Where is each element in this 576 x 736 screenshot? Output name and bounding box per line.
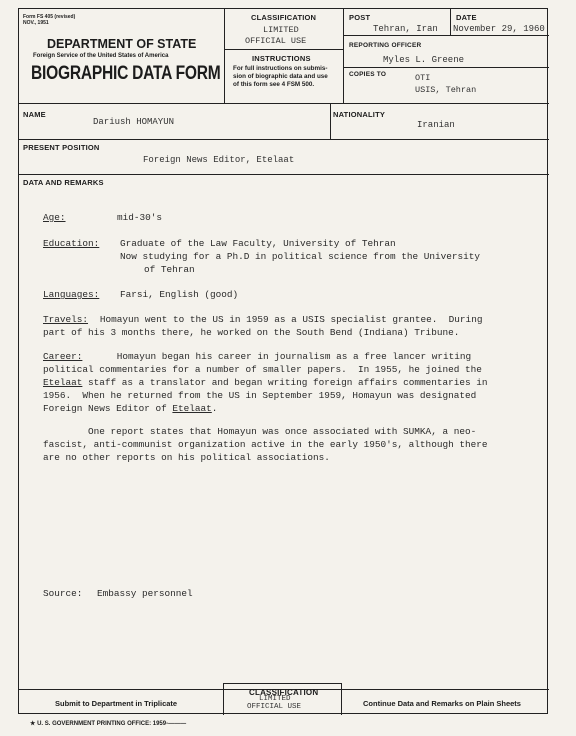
classification-label: CLASSIFICATION [251,13,317,22]
form-number: Form FS 405 (revised) [23,14,76,20]
department-title: DEPARTMENT OF STATE [47,37,197,51]
newspaper-name: Etelaat [43,377,83,388]
career-line-5-end: . [211,403,218,414]
name-label: NAME [23,110,46,119]
instructions-line: of this form see 4 FSM 500. [233,80,315,88]
career-line-2: political commentaries for a number of smaller papers. In 1955, he joined the [43,364,482,375]
printing-office-text: U. S. GOVERNMENT PRINTING OFFICE: 1959-——— [37,721,187,727]
date-label: DATE [456,13,477,22]
remarks-label: DATA AND REMARKS [23,178,104,187]
service-title: Foreign Service of the United States of America [33,53,169,59]
education-line-2: Now studying for a Ph.D in political science from the University [120,251,481,262]
travels-line-2: part of his 3 months there, he worked on the South Bend (Indiana) Tribune. [43,327,460,338]
languages-value: Farsi, English (good) [120,289,239,300]
report-line-1: One report states that Homayun was once associated with SUMKA, a neo- [43,426,477,437]
career-line-3 [43,376,487,389]
footer-submit-note: Submit to Department in Triplicate [55,699,178,708]
name-value: Dariush HOMAYUN [93,117,175,127]
classification-value-1: LIMITED [263,25,299,35]
position-value: Foreign News Editor, Etelaat [143,155,295,165]
post-label: POST [349,13,371,22]
newspaper-name: Etelaat [172,403,212,414]
instructions-text [233,65,328,88]
instructions-line: For full instructions on submis- [233,65,328,72]
instructions-line: sion of biographic data and use [233,72,328,80]
biographic-form [18,8,548,714]
age-value: mid-30's [117,212,163,223]
career-line-5-text: Foreign News Editor of [43,403,173,414]
career-label: Career: [43,351,83,362]
post-value: Tehran, Iran [373,24,438,34]
career-line-3-text: staff as a translator and began writing foreign affairs commentaries in [82,377,488,388]
reporting-officer-label: REPORTING OFFICER [349,42,422,49]
age-label: Age: [43,212,66,223]
source-label: Source: [43,588,83,599]
copies-to-value-1: OTI [415,73,431,83]
copies-to-label: COPIES TO [349,71,387,78]
nationality-value: Iranian [417,120,455,130]
career-line-4: 1956. When he returned from the US in September 1959, Homayun was designated [43,390,477,401]
position-label: PRESENT POSITION [23,143,100,152]
reporting-officer-value: Myles L. Greene [383,55,465,65]
date-value: November 29, 1960 [453,24,545,34]
footer-continue-note: Continue Data and Remarks on Plain Sheets [363,699,521,708]
footer-classification-label: CLASSIFICATION [249,688,319,697]
star-icon: ★ [30,721,36,727]
report-line-2: fascist, anti-communist organization active in the early 1950's, although there [43,439,488,450]
classification-value-2: OFFICIAL USE [245,36,307,46]
travels-label: Travels: [43,314,89,325]
report-line-3: are no other reports on his political associations. [43,452,330,463]
education-label: Education: [43,238,100,249]
travels-line-1: Homayun went to the US in 1959 as a USIS specialist grantee. During [83,314,483,325]
footer-classification-value-2: OFFICIAL USE [247,703,302,711]
printing-office-line [30,720,186,727]
instructions-label: INSTRUCTIONS [252,54,311,63]
education-line-3: of Tehran [144,264,195,275]
form-date: NOV., 1951 [23,20,49,26]
form-title: BIOGRAPHIC DATA FORM [31,63,221,84]
nationality-label: NATIONALITY [333,110,386,119]
footer-classification-value-1: LIMITED [259,695,291,703]
career-line-1: Homayun began his career in journalism as a free lancer writing [83,351,472,362]
copies-to-value-2: USIS, Tehran [415,85,477,95]
source-value: Embassy personnel [97,588,193,599]
career-line-5 [43,402,217,415]
education-line-1: Graduate of the Law Faculty, University of Tehran [120,238,396,249]
languages-label: Languages: [43,289,100,300]
